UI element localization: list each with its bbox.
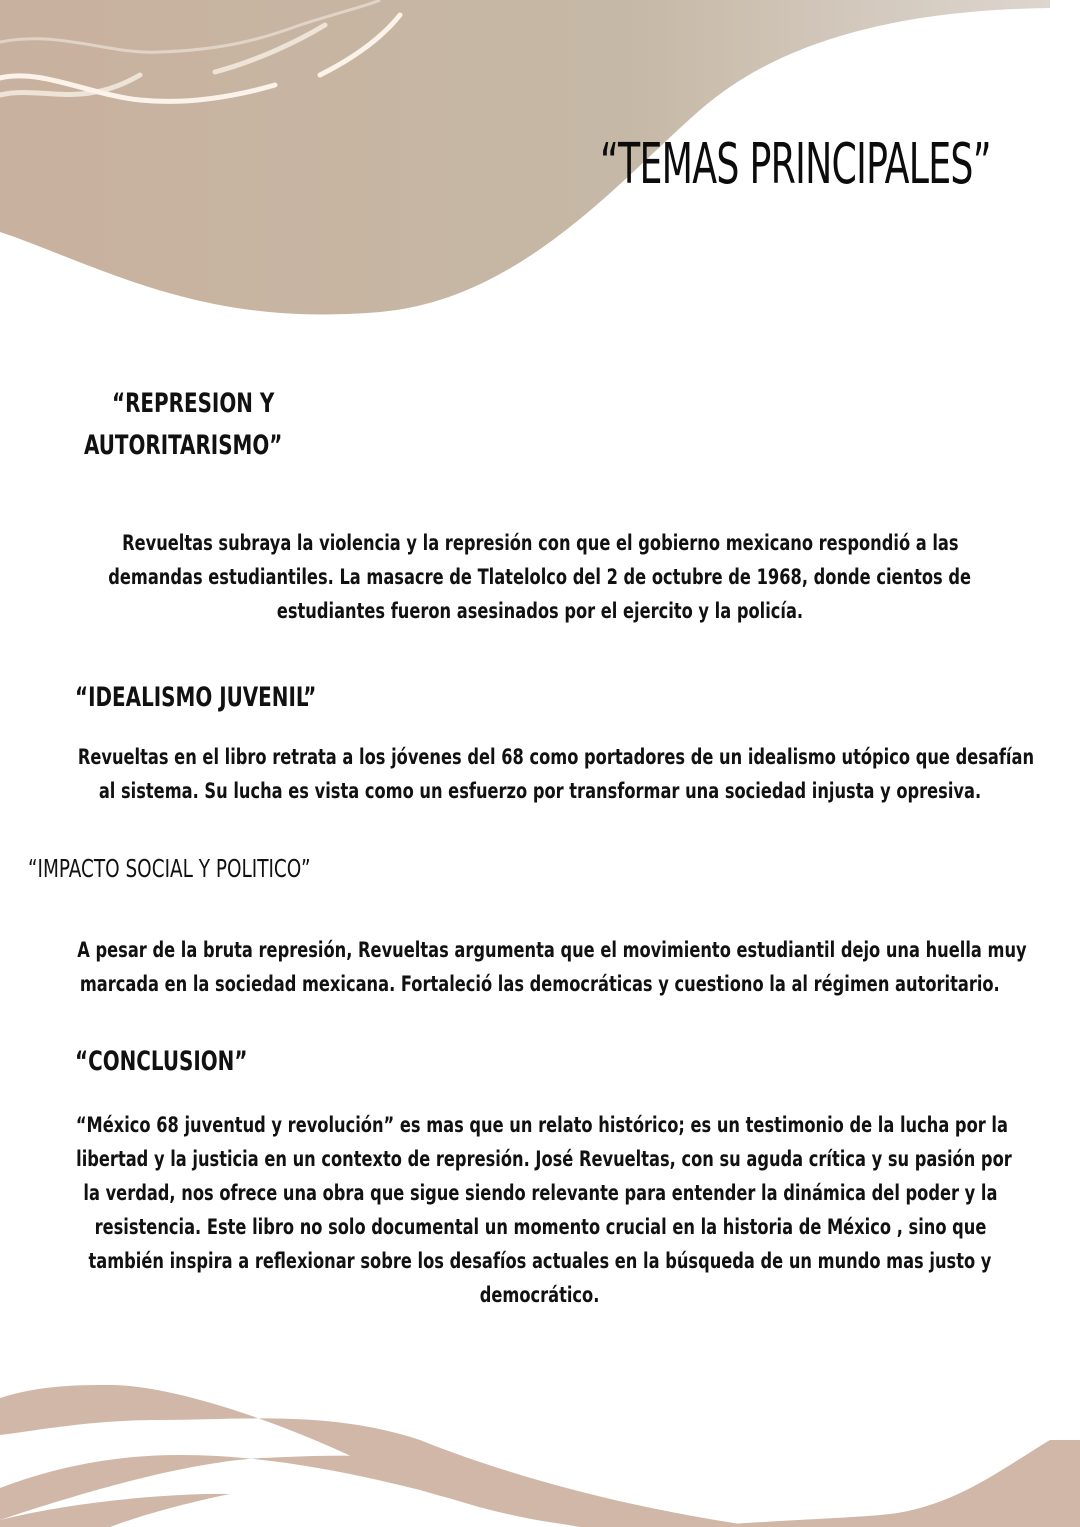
section-heading-idealism: “IDEALISMO JUVENIL” xyxy=(75,682,317,713)
section-body-impact: A pesar de la bruta represión, Revueltas argumenta que el movimiento estudiantil dejo una huella muy marcada en la sociedad mexicana. Fortaleció las democráticas y cuestiono la al régimen autoritario. xyxy=(77,938,1027,996)
section-body-idealism: Revueltas en el libro retrata a los jóvenes del 68 como portadores de un idealismo utópico que desafían al sistema. Su lucha es vista como un esfuerzo por transformar una sociedad injusta y opresiva. xyxy=(77,745,1035,803)
bottom-wave-decoration xyxy=(0,1360,1080,1527)
section-heading-conclusion: “CONCLUSION” xyxy=(75,1046,248,1077)
section-body-repression: Revueltas subraya la violencia y la represión con que el gobierno mexicano respondió a las demandas estudiantiles. La masacre de Tlatelolco del 2 de octubre de 1968, donde cientos de estudiantes fueron asesinados por el ejercito y la policía. xyxy=(108,531,972,623)
section-heading-impact: “IMPACTO SOCIAL Y POLITICO” xyxy=(28,854,311,883)
section-heading-repression-line1: “REPRESION Y xyxy=(112,388,275,419)
section-body-conclusion: “México 68 juventud y revolución” es mas que un relato histórico; es un testimonio de la lucha por la libertad y la justicia en un contexto de represión. José Revueltas, con su aguda crítica y su pasión por la verdad, nos ofrece una obra que sigue siendo relevante para entender la dinámica del poder y la resistencia. Este libro no solo documental un momento crucial en la historia de México , sino que también inspira a reflexionar sobre los desafíos actuales en la búsqueda de un mundo mas justo y democrático. xyxy=(75,1113,1012,1307)
page-title: “TEMAS PRINCIPALES” xyxy=(600,132,991,197)
section-heading-repression-line2: AUTORITARISMO” xyxy=(84,430,283,461)
